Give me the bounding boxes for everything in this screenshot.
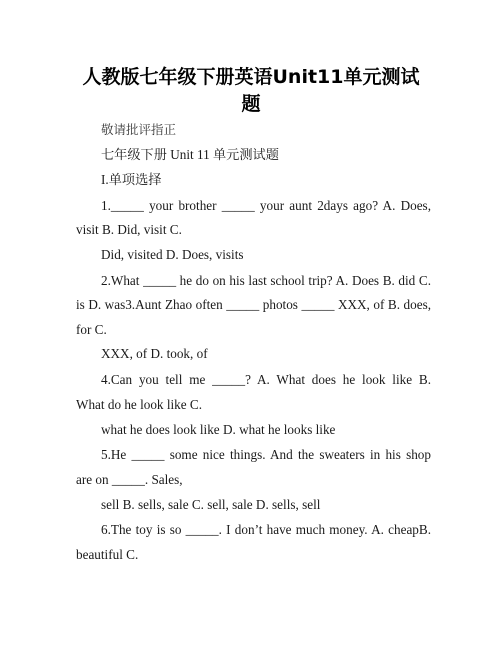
document-title-line-1: 人教版七年级下册英语Unit11单元测试 (82, 66, 420, 88)
question-line: visit B. Did, visit C. (76, 222, 182, 237)
question-line: 1._____ your brother _____ your aunt 2days ago? A. Does, (101, 198, 431, 213)
question-line: for C. (76, 322, 107, 337)
question-line: sell B. sells, sale C. sell, sale D. sells, sell (101, 497, 321, 512)
part-label: I.单项选择 (101, 172, 162, 187)
section-heading: 七年级下册 Unit 11 单元测试题 (101, 147, 279, 162)
question-line: 6.The toy is so _____. I don’t have much money. A. cheapB. (101, 522, 431, 537)
question-line: 2.What _____ he do on his last school trip? A. Does B. did C. (101, 273, 431, 288)
document-title-line-2: 题 (241, 93, 261, 115)
question-line: beautiful C. (76, 547, 139, 562)
question-line: What do he look like C. (76, 397, 202, 412)
subtitle: 敬请批评指正 (101, 122, 177, 137)
question-line: is D. was3.Aunt Zhao often _____ photos _____ XXX, of B. does, (76, 297, 431, 312)
question-line: are on _____. Sales, (76, 472, 183, 487)
question-line: 4.Can you tell me _____? A. What does he look like B. (101, 372, 431, 387)
question-line: Did, visited D. Does, visits (101, 247, 244, 262)
question-line: XXX, of D. took, of (101, 346, 208, 361)
question-line: what he does look like D. what he looks like (101, 422, 336, 437)
question-line: 5.He _____ some nice things. And the sweaters in his shop (101, 447, 431, 462)
